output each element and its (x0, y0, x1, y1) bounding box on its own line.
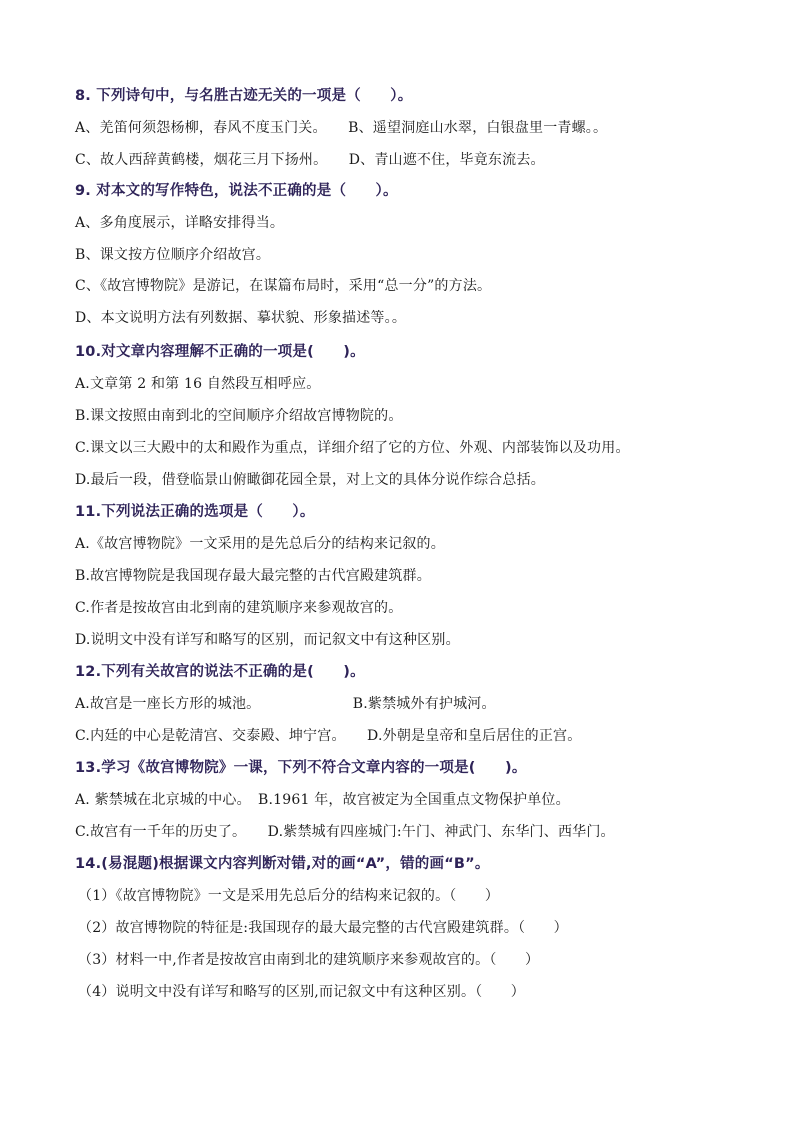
question-10-option-d: D.最后一段，借登临景山俯瞰御花园全景，对上文的具体分说作综合总括。 (75, 472, 545, 488)
question-8-options-cd: C、故人西辞黄鹤楼，烟花三月下扬州。 D、青山遮不住，毕竟东流去。 (75, 152, 545, 168)
question-9-option-d: D、本文说明方法有列数据、摹状貌、形象描述等。。 (75, 310, 407, 326)
question-14-title: 14.(易混题)根据课文内容判断对错,对的画“A”，错的画“B”。 (75, 856, 490, 872)
question-12-options-cd: C.内廷的中心是乾清宫、交泰殿、坤宁宫。 D.外朝是皇帝和皇后居住的正宫。 (75, 728, 582, 744)
question-11-option-d: D.说明文中没有详写和略写的区别，而记叙文中有这种区别。 (75, 632, 460, 648)
question-10-title: 10.对文章内容理解不正确的一项是( )。 (75, 344, 365, 360)
question-12-title: 12.下列有关故宫的说法不正确的是( )。 (75, 664, 365, 680)
question-10-option-b: B.课文按照由南到北的空间顺序介绍故宫博物院的。 (75, 408, 403, 424)
question-9-title: 9. 对本文的写作特色，说法不正确的是（ ）。 (75, 183, 398, 199)
question-14-item-1: （1）《故宫博物院》一文是采用先总后分的结构来记叙的。（ ） (78, 888, 500, 904)
question-8-title: 8. 下列诗句中，与名胜古迹无关的一项是（ ）。 (75, 88, 413, 104)
question-13-options-cd: C.故宫有一千年的历史了。 D.紫禁城有四座城门:午门、神武门、东华门、西华门。 (75, 824, 615, 840)
question-14-item-2: （2）故宫博物院的特征是:我国现存的最大最完整的古代宫殿建筑群。（ ） (78, 920, 568, 936)
question-11-option-a: A.《故宫博物院》一文采用的是先总后分的结构来记叙的。 (75, 536, 445, 552)
question-9-option-b: B、课文按方位顺序介绍故宫。 (75, 247, 271, 263)
question-8-options-ab: A、羌笛何须怨杨柳，春风不度玉门关。 B、遥望洞庭山水翠，白银盘里一青螺。。 (75, 120, 608, 136)
question-10-option-c: C.课文以三大殿中的太和殿作为重点，详细介绍了它的方位、外观、内部装饰以及功用。 (75, 440, 630, 456)
question-9-option-a: A、多角度展示，详略安排得当。 (75, 215, 285, 231)
question-12-options-ab: A.故宫是一座长方形的城池。 B.紫禁城外有护城河。 (75, 696, 496, 712)
question-14-item-3: （3）材料一中,作者是按故宫由南到北的建筑顺序来参观故宫的。（ ） (78, 952, 540, 968)
question-11-title: 11.下列说法正确的选项是（ ）。 (75, 504, 315, 520)
question-14-item-4: （4）说明文中没有详写和略写的区别,而记叙文中有这种区别。（ ） (78, 984, 525, 1000)
question-13-options-ab: A. 紫禁城在北京城的中心。 B.1961 年，故宫被定为全国重点文物保护单位。 (75, 792, 570, 808)
question-11-option-b: B.故宫博物院是我国现存最大最完整的古代宫殿建筑群。 (75, 568, 431, 584)
question-9-option-c: C、《故宫博物院》是游记，在谋篇布局时，采用“总一分”的方法。 (75, 278, 492, 294)
question-13-title: 13.学习《故宫博物院》一课，下列不符合文章内容的一项是( )。 (75, 760, 527, 776)
question-11-option-c: C.作者是按故宫由北到南的建筑顺序来参观故宫的。 (75, 600, 403, 616)
question-10-option-a: A.文章第 2 和第 16 自然段互相呼应。 (75, 376, 321, 392)
